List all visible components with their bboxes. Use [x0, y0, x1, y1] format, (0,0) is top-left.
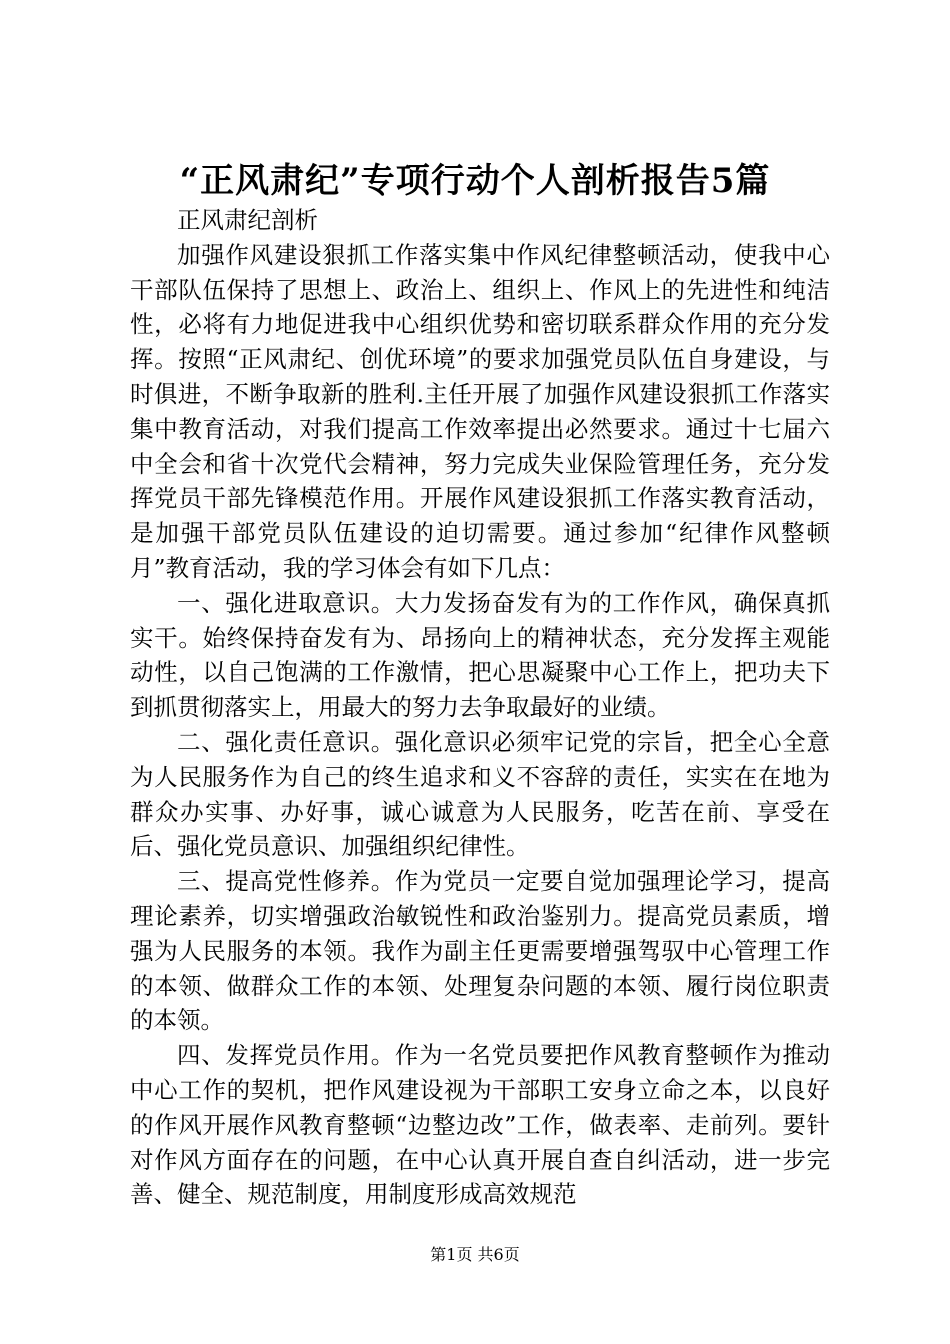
document-title: “正风肃纪”专项行动个人剖析报告5篇 — [179, 161, 771, 201]
paragraph-intro: 加强作风建设狠抓工作落实集中作风纪律整顿活动，使我中心干部队伍保持了思想上、政治上、组织上、作风上的先进性和纯洁性，必将有力地促进我中心组织优势和密切联系群众作用的充分发挥。按照“正风肃纪、创优环境”的要求加强党员队伍自身建设，与时俱进，不断争取新的胜利.主任开展了加强作风建设狠抓工作落实集中教育活动，对我们提高工作效率提出必然要求。通过十七届六中全会和省十次党代会精神，努力完成失业保险管理任务，充分发挥党员干部先锋模范作用。开展作风建设狠抓工作落实教育活动，是加强干部党员队伍建设的迫切需要。通过参加“纪律作风整顿月”教育活动，我的学习体会有如下几点： — [130, 240, 830, 582]
paragraph-point-1: 一、强化进取意识。大力发扬奋发有为的工作作风，确保真抓实干。始终保持奋发有为、昂扬向上的精神状态，充分发挥主观能动性，以自己饱满的工作激情，把心思凝聚中心工作上，把功夫下到抓贯彻落实上，用最大的努力去争取最好的业绩。 — [130, 588, 830, 722]
page-footer: 第1页 共6页 — [430, 1245, 520, 1264]
paragraph-point-4: 四、发挥党员作用。作为一名党员要把作风教育整顿作为推动中心工作的契机，把作风建设视为干部职工安身立命之本，以良好的作风开展作风教育整顿“边整边改”工作，做表率、走前列。要针对作风方面存在的问题，在中心认真开展自查自纠活动，进一步完善、健全、规范制度，用制度形成高效规范 — [130, 1041, 830, 1209]
paragraph-point-3: 三、提高党性修养。作为党员一定要自觉加强理论学习，提高理论素养，切实增强政治敏锐性和政治鉴别力。提高党员素质，增强为人民服务的本领。我作为副主任更需要增强驾驭中心管理工作的本领、做群众工作的本领、处理复杂问题的本领、履行岗位职责的本领。 — [130, 867, 830, 1035]
section-heading: 正风肃纪剖析 — [177, 206, 318, 234]
paragraph-point-2: 二、强化责任意识。强化意识必须牢记党的宗旨，把全心全意为人民服务作为自己的终生追求和义不容辞的责任，实实在在地为群众办实事、办好事，诚心诚意为人民服务，吃苦在前、享受在后、强化党员意识、加强组织纪律性。 — [130, 727, 830, 861]
document-body — [130, 203, 830, 1212]
